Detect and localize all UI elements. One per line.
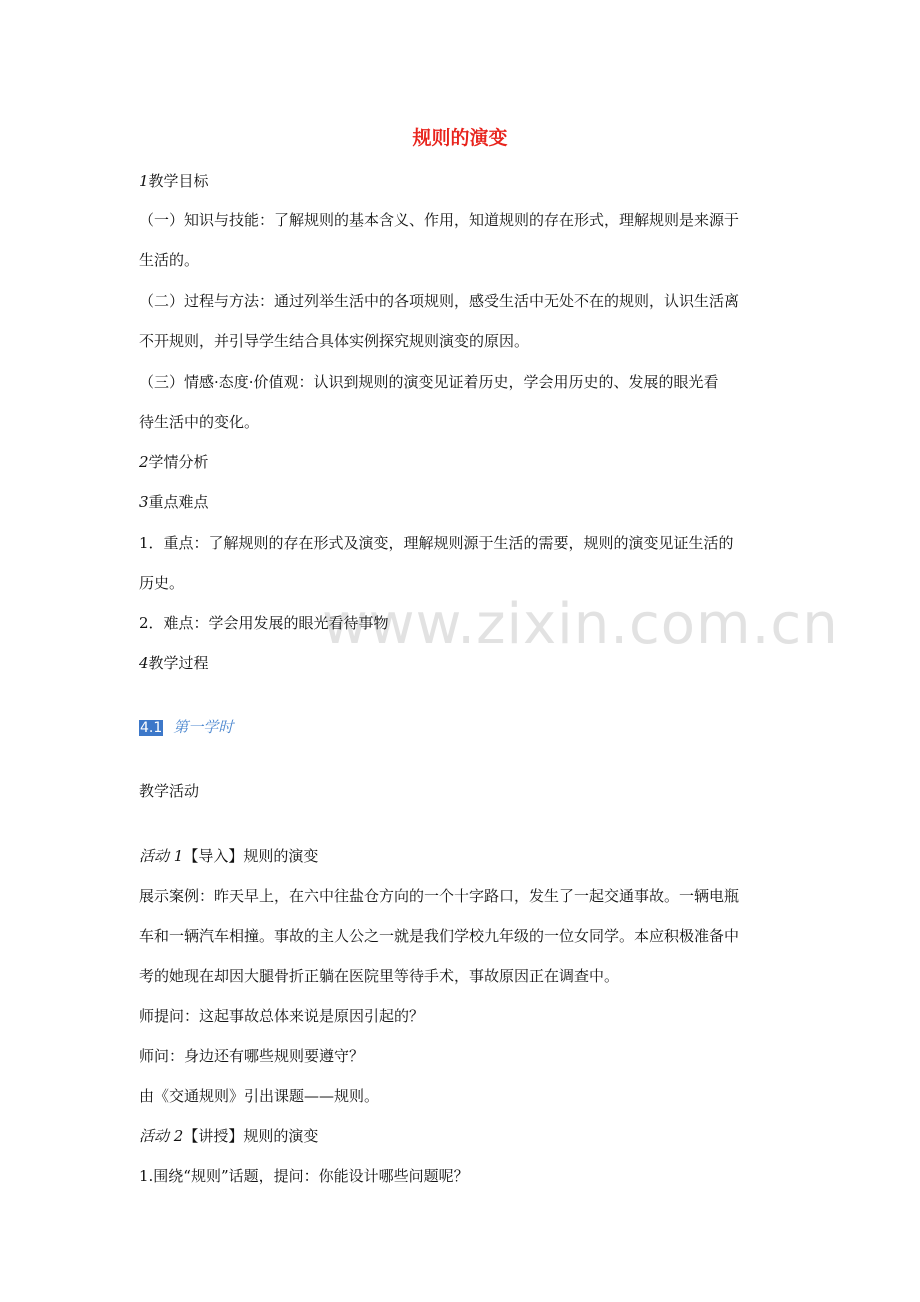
paragraph-line: 展示案例：昨天早上，在六中往盐仓方向的一个十字路口，发生了一起交通事故。一辆电瓶	[139, 887, 740, 905]
paragraph-line: 师问：身边还有哪些规则要遵守？	[139, 1047, 365, 1065]
subsection-heading	[139, 717, 233, 738]
subsection-title: 第一学时	[173, 718, 234, 736]
section-heading-2	[139, 452, 209, 472]
section-number: 1	[139, 172, 149, 190]
paragraph-line: 待生活中的变化。	[139, 413, 260, 431]
paragraph-line: 历史。	[139, 574, 185, 592]
watermark: www.zixin.com.cn	[322, 592, 839, 657]
section-heading-4	[139, 653, 209, 673]
activity-label: 活动 1	[139, 847, 184, 865]
subsection-number: 4.1	[140, 720, 163, 736]
paragraph-line: 2．难点：学会用发展的眼光看待事物	[139, 614, 389, 632]
paragraph-line: 1.围绕“规则”话题，提问：你能设计哪些问题呢？	[139, 1167, 469, 1185]
activity-tag: 【讲授】规则的演变	[183, 1127, 319, 1145]
section-label: 教学目标	[148, 172, 209, 190]
document-title: 规则的演变	[412, 127, 508, 149]
activity-tag: 【导入】规则的演变	[183, 847, 319, 865]
paragraph-line: （一）知识与技能：了解规则的基本含义、作用，知道规则的存在形式，理解规则是来源于	[139, 211, 740, 229]
activities-heading: 教学活动	[139, 782, 200, 800]
paragraph-line: 车和一辆汽车相撞。事故的主人公之一就是我们学校九年级的一位女同学。本应积极准备中	[139, 927, 740, 945]
paragraph-line: 1．重点：了解规则的存在形式及演变，理解规则源于生活的需要，规则的演变见证生活的	[139, 534, 734, 552]
section-number: 2	[139, 453, 149, 471]
paragraph-line: 生活的。	[139, 251, 200, 269]
section-number: 4	[139, 654, 149, 672]
activity-heading-2	[139, 1126, 318, 1146]
paragraph-line: 不开规则，并引导学生结合具体实例探究规则演变的原因。	[139, 332, 530, 350]
section-label: 重点难点	[148, 493, 209, 511]
paragraph-line: 考的她现在却因大腿骨折正躺在医院里等待手术，事故原因正在调查中。	[139, 967, 620, 985]
activity-heading-1	[139, 846, 318, 866]
section-number: 3	[139, 493, 149, 511]
section-label: 教学过程	[148, 654, 209, 672]
activity-label: 活动 2	[139, 1127, 184, 1145]
paragraph-line: （二）过程与方法：通过列举生活中的各项规则，感受生活中无处不在的规则，认识生活离	[139, 292, 740, 310]
section-heading-3	[139, 492, 209, 512]
paragraph-line: （三）情感·态度·价值观：认识到规则的演变见证着历史，学会用历史的、发展的眼光看	[139, 373, 719, 391]
paragraph-line: 师提问：这起事故总体来说是原因引起的？	[139, 1007, 425, 1025]
section-label: 学情分析	[148, 453, 209, 471]
section-heading-1	[139, 171, 209, 191]
paragraph-line: 由《交通规则》引出课题——规则。	[139, 1087, 380, 1105]
